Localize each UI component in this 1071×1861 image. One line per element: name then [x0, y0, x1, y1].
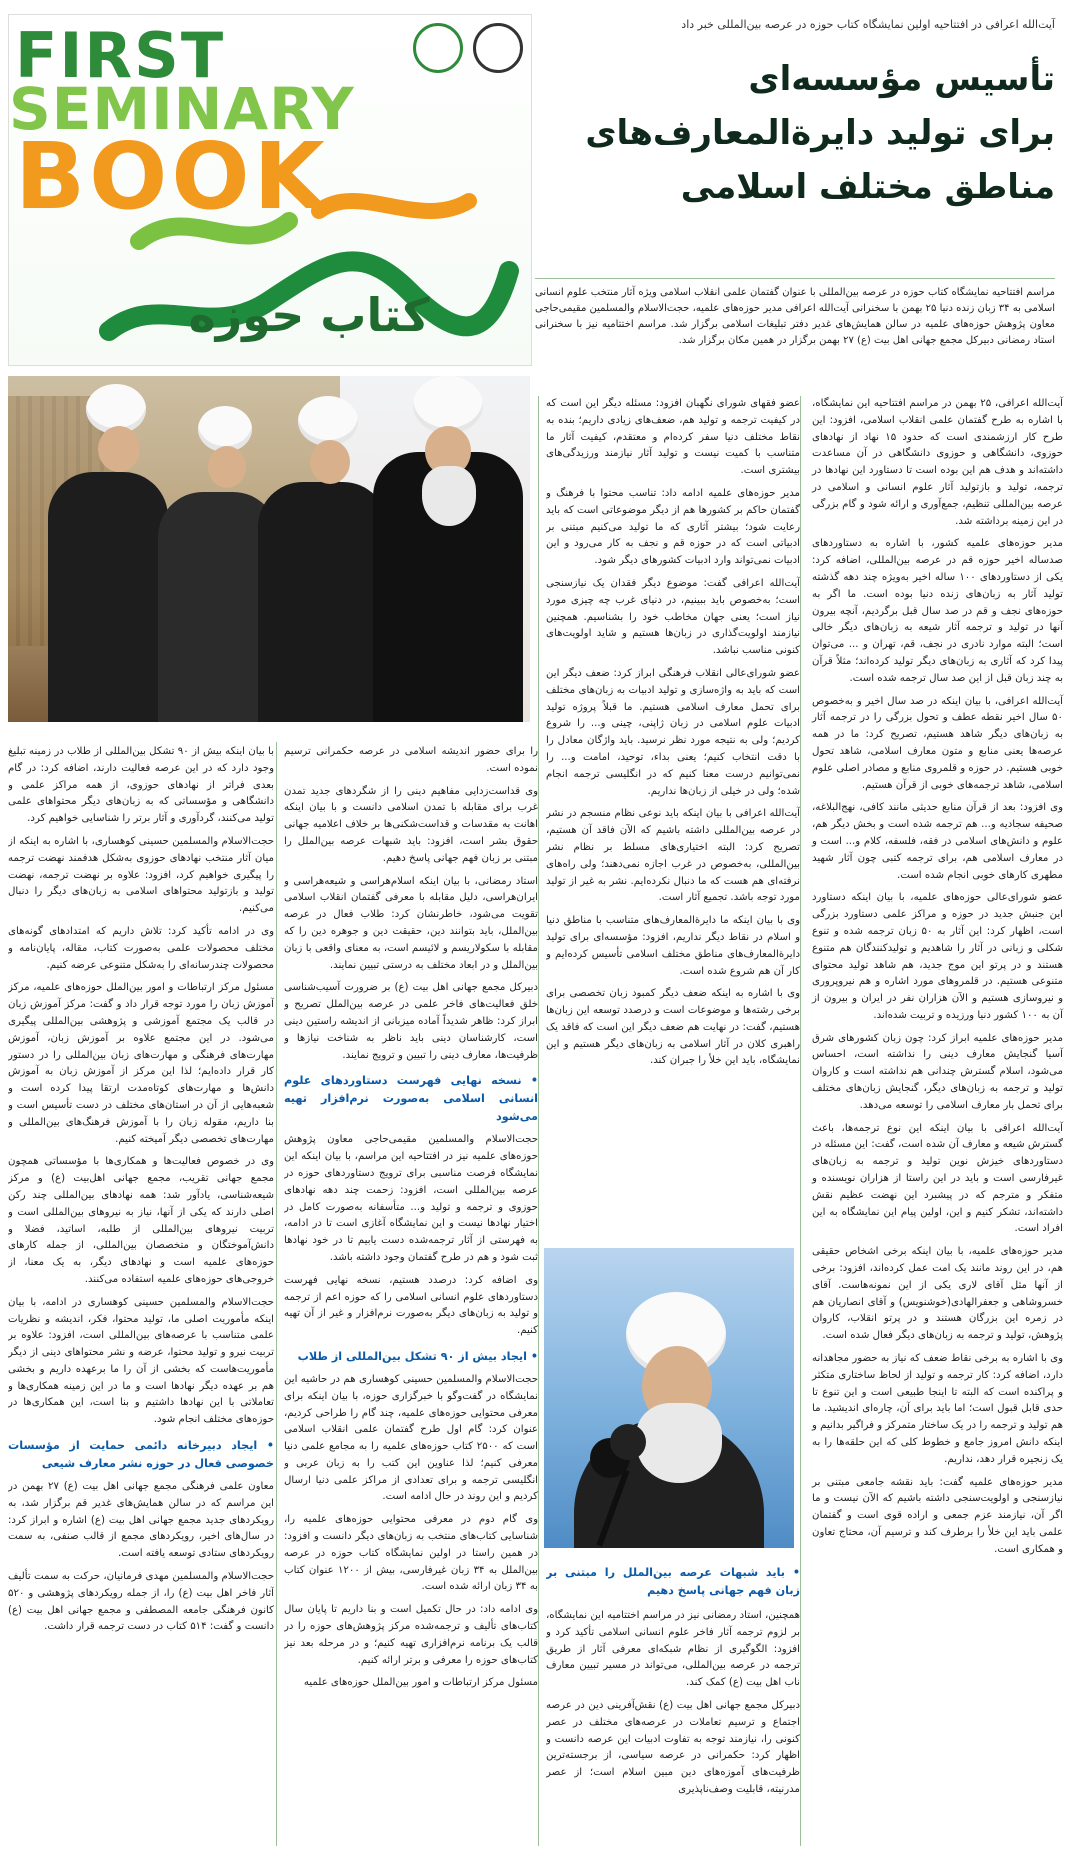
paragraph: وی با اشاره به اینکه ضعف دیگر کمبود زبان تخصصی برای برخی رشته‌ها و موضوعات است و درصدد توسعه این زبان‌ها هستیم، گفت: در نهایت هم ضعف دیگر این است که فاقد یک راهبری کلان در آثار اسلامی به زبان‌های دیگر هستیم و این نمایشگاه، باید این خلأ را جبران کند. — [546, 988, 800, 1067]
paragraph: حجت‌الاسلام والمسلمین حسینی کوهساری، با اشاره به اینکه از میان آثار منتخب نهادهای حوزوی به‌شکل هدفمند نهضت ترجمه را پیگیری خواهیم کرد، افزود: علاوه بر نهضت ترجمه، نهضت تولید و بازتولید محتواهای اسلامی به زبان‌های دیگر را دنبال می‌کنیم. — [8, 835, 274, 915]
column-1 — [812, 396, 1063, 1565]
subheading: • ایجاد دبیرخانه دائمی حمایت از مؤسسات خصوصی فعال در حوزه نشر معارف شیعی — [8, 1439, 274, 1471]
paragraph: دبیرکل مجمع جهانی اهل بیت (ع) بر ضرورت آسیب‌شناسی خلق فعالیت‌های فاخر علمی در عرصه بین‌الملل تصریح و ابراز کرد: ظاهر شدیداً آماده میزبانی از اندیشه راستین دینی است، کارشناسان دینی باید ناظر به شناخت نیازها و ظرفیت‌ها، معارف دینی را تبیین و ترویج نمایند. — [284, 982, 538, 1061]
paragraph: مدیر حوزه‌های علمیه ادامه داد: تناسب محتوا با فرهنگ و گفتمان حاکم بر کشورها هم از دیگر موضوعاتی است که باید رعایت شود؛ بیشتر آثاری که ما تولید می‌کنیم مبتنی بر ادبیاتی است که در حوزه قم و نجف به کار می‌رود و این ادبیات نمی‌تواند وارد ادبیات کشورهای دیگر شود. — [546, 487, 800, 567]
paragraph: مسئول مرکز ارتباطات و امور بین‌الملل حوزه‌های علمیه، مرکز آموزش زبان را مورد توجه قرار داد و گفت: مرکز آموزش زبان در قالب یک مجتمع آموزشی و پژوهشی بین‌المللی پیگیری می‌شود. در این مجتمع علاوه بر آموزش زبان، آموزش مهارت‌های فرهنگی و مهارت‌های زبان بین‌المللی را در دستور کار قرار داده‌ایم؛ لذا این مرکز از آموزش زبان به آموزش دانش‌ها و مهارت‌های کوتاه‌مدت ارتقا پیدا کرده است و شعبه‌هایی از آن در استان‌های مختلف در دست تأسیس است و بنا داریم، مقوله زبان را با آموزش فرهنگ‌های بین‌المللی و مهارت‌های تخصصی دیگر آمیخته کنیم. — [8, 982, 274, 1145]
hero-seminary-text: SEMINARY — [9, 75, 355, 143]
emblem-logo-icon — [473, 23, 523, 73]
paragraph: همچنین، استاد رمضانی نیز در مراسم اختتامیه این نمایشگاه، بر لزوم ترجمه آثار فاخر علوم انسانی اسلامی تأکید کرد و افزود: الگوگیری از نظام شبکه‌ای معرفی آثار از طریق ترجمه در عرصه بین‌المللی، می‌تواند در مسیر تبیین معارف ناب اهل بیت (ع) کمک کند. — [546, 1610, 800, 1689]
paragraph: حجت‌الاسلام والمسلمین حسینی کوهساری هم در حاشیه این نمایشگاه در گفت‌وگو با خبرگزاری حوزه، با بیان اینکه برای معرفی محتوایی حوزه‌های علمیه، چند گام را طراحی کردیم، عنوان کرد: گام اول طرح گفتمان علمی انقلاب اسلامی است که ۲۵۰۰ کتاب حوزه‌های علمیه را به مجامع علمی دنیا معرفی کنیم؛ لذا عناوین این کتب را به زبان عربی و انگلیسی ترجمه و برای تعدادی از مراکز علمی دنیا ارسال کردیم و این روند در حال ادامه است. — [284, 1373, 538, 1503]
subheading: • نسخه نهایی فهرست دستاوردهای علوم انسانی اسلامی به‌صورت نرم‌افزار تهیه می‌شود — [284, 1074, 538, 1124]
hero-first-text: FIRST — [15, 19, 226, 92]
subheading: • ایجاد بیش از ۹۰ تشکل بین‌المللی از طلاب — [297, 1349, 538, 1363]
paragraph: وی افزود: بعد از قرآن منابع حدیثی مانند کافی، نهج‌البلاغه، صحیفه سجادیه و... هم ترجمه شده است و بخش دیگر هم، علوم و دانش‌های اسلامی در فقه، فلسفه، کلام و... است و در معارف اسلامی هم، برای ترجمه کتبی چون آثار شهید مطهری کارهای خوبی انجام شده است. — [812, 802, 1063, 881]
paragraph: وی در ادامه تأکید کرد: تلاش داریم که امتدادهای گونه‌های مختلف محصولات علمی به‌صورت کتاب، مقاله، پایان‌نامه و محصولات چندرسانه‌ای را به‌شکل متنوعی عرضه کنیم. — [8, 925, 274, 971]
paragraph: وی ادامه داد: در حال تکمیل است و بنا داریم تا پایان سال کتاب‌های تألیف و ترجمه‌شده مرکز پژوهش‌های حوزه را در قالب یک برنامه نرم‌افزاری تهیه کنیم؛ و در مرحله بعد نیز کتاب‌های حوزه را معرفی و برتر ارائه کنیم. — [284, 1604, 538, 1666]
paragraph: معاون علمی فرهنگی مجمع جهانی اهل بیت (ع) ۲۷ بهمن در این مراسم که در سالن همایش‌های غدیر قم برگزار شد، به رویکردهای جدید مجمع جهانی اهل بیت (ع) اشاره و ابراز کرد: در سال‌های اخیر، رویکردهای مجمع از قالب صنفی، به سمت رویکردهای ستادی توسعه یافته است. — [8, 1481, 274, 1560]
paragraph: آیت‌الله اعرافی با بیان اینکه این نوع ترجمه‌ها، باعث گسترش شیعه و معارف آن شده است، گفت: این مسئله در دستاوردهای خیزش نوین تولید و ترجمه به زبان‌های غیرفارسی است و باید در این راستا از هزاران نویسنده و متفکر و مترجم که در پیشبرد این نهضت عظیم نقش داشته‌اند، تشکر کنیم و این، اولین پیام این نمایشگاه به این افراد است. — [812, 1122, 1063, 1235]
paragraph: وی با بیان اینکه ما دایرة‌المعارف‌های متناسب با مناطق دنیا و اسلام در نقاط دیگر نداریم، افزود: مؤسسه‌ای برای تولید دایرة‌المعارف‌های مناطق مختلف اسلامی تأسیس کرده‌ایم و کار آن هم شروع شده است. — [546, 915, 800, 977]
headline — [555, 52, 1055, 214]
hero-logos — [413, 23, 523, 73]
paragraph: عضو شورای‌عالی حوزه‌های علمیه، با بیان اینکه دستاورد این جنبش جدید در حوزه و مراکز علمی دستاورد بزرگی است، اظهار کرد: این آثار به ۵۰ زبان ترجمه شده و تنوع شکلی و زبانی در آثار را شاهدیم و تولیدکنندگان هم متنوع هستند و در پرتو این موج جدید، هم شاهد تولید محتوای متنوعی هستیم. در قلمروهای مورد اشاره و هم نیروپروری و نیروسازی هستیم و الآن هزاران نفر در ایران و بیرون از آن به ۱۰۰ کشور دنیا ورزیده و تربیت شده‌اند. — [812, 892, 1064, 1021]
paragraph: وی قداست‌زدایی مفاهیم دینی را از شگردهای جدید تمدن غرب برای مقابله با تمدن اسلامی دانست و با بیان اینکه اهانت به مقدسات و قداست‌شکنی‌ها بر خلاف اعلامیه جهانی حقوق بشر است، افزود: باید شبهات عرصه بین‌الملل را مبتنی بر زبان فهم جهانی پاسخ دهیم. — [284, 785, 538, 864]
pull-quote: • باید شبهات عرصه بین‌الملل را مبتنی بر زبان فهم جهانی پاسخ دهیم — [546, 1566, 800, 1597]
hero-book-text: BOOK — [15, 123, 329, 230]
paragraph: با بیان اینکه بیش از ۹۰ تشکل بین‌المللی از طلاب در زمینه تبلیغ وجود دارد که در این عرصه فعالیت دارند، اضافه کرد: در گام بعدی فراتر از نهادهای حوزوی، از همه مراکز علمی و دانشگاهی و مؤسساتی که به زبان‌های دیگر محتواهای علمی تولید می‌کنند، گردآوری و آثار برتر را شناسایی خواهیم کرد. — [8, 746, 274, 825]
headline-line: مناطق مختلف اسلامی — [680, 167, 1055, 207]
paragraph: عضو فقهای شورای نگهبان افزود: مسئله دیگر این است که در کیفیت ترجمه و تولید هم، ضعف‌های زیادی داریم؛ بنده به نقاط مختلف دنیا سفر کرده‌ام و معتقدم، کیفیت آثار ما متناسب با کمیت نیست و تولید آثار نیازمند ورزیدگی‌های بیشتری است. — [546, 398, 800, 477]
paragraph: حجت‌الاسلام والمسلمین مهدی فرمانیان، حرکت به سمت تألیف آثار فاخر اهل بیت (ع) را، از جمله رویکردهای پژوهشی و ۵۲۰ کانون فرهنگی جامعه المصطفی و مجمع جهانی اهل بیت (ع) دانست و گفت: ۵۱۴ کتاب در دست ترجمه قرار داشت. — [8, 1571, 274, 1633]
paragraph: آیت‌الله اعرافی گفت: موضوع دیگر فقدان یک نیازسنجی است؛ به‌خصوص باید ببینیم، در دنیای غرب چه چیزی مورد نیاز است؛ یعنی جهان مخاطب خود را بشناسیم. همچنین نیازمند اولویت‌گذاری در زبان‌ها هستیم و شاید اولویت‌های کنونی مناسب نباشد. — [546, 577, 800, 657]
seminary-logo-icon — [413, 23, 463, 73]
column-4 — [8, 744, 274, 1846]
paragraph: آیت‌الله اعرافی با بیان اینکه باید نوعی نظام منسجم در نشر در عرصه بین‌المللی داشته باشیم که الآن فاقد آن هستیم، تصریح کرد: البته اختیاری‌های مسلط بر نظام نشر بین‌المللی، به‌خصوص در غرب اجازه نمی‌دهند؛ ولی راه‌های نرفته‌ای هم هست که ما دنبال نکرده‌ایم. نشر به غیر از تولید مورد توجه باشد. تجمیع آثار است. — [546, 808, 800, 904]
hero-banner — [8, 14, 532, 366]
article-body — [8, 396, 1063, 1846]
paragraph: وی اضافه کرد: درصدد هستیم، نسخه نهایی فهرست دستاوردهای علوم انسانی اسلامی را که حوزه اعم از ترجمه و تولید به زبان‌های دیگر به‌صورت نرم‌افزار و غیر از آن تهیه کنیم. — [284, 1274, 538, 1337]
paragraph: وی گام دوم در معرفی محتوایی حوزه‌های علمیه را، شناسایی کتاب‌های منتخب به زبان‌های دیگر دانست و افزود: در همین راستا در اولین نمایشگاه کتاب حوزه در عرصه بین‌الملل به ۳۴ زبان غیرفارسی، بیش از ۱۲۰۰ عنوان کتاب به ۳۴ زبان ارائه شده است. — [284, 1514, 538, 1593]
paragraph: مدیر حوزه‌های علمیه ابراز کرد: چون زبان کشورهای شرق آسیا گنجایش معارف دینی را نداشته است، احساس می‌شود، اسلام گسترش چندانی هم نداشته است و کاروان تولید و ترجمه به زبان‌های دیگر، گنجایش زبان‌های مختلف برای تحمل بار معارف اسلامی را توسعه می‌دهد. — [812, 1032, 1063, 1111]
column-3 — [284, 744, 538, 1846]
paragraph: استاد رمضانی، با بیان اینکه اسلام‌هراسی و شیعه‌هراسی و ایران‌هراسی، دلیل مقابله با معرفی گفتمان انقلاب اسلامی تقویت می‌شود، خاطرنشان کرد: طلاب فعال در عرصه بین‌الملل، باید بتوانند دین، حقیقت دین و جوهره دین را که مقابله با سکولاریسم و لائیسم است، به معنای واقعی با زبان بین‌الملل و در ابعاد مختلف به درستی تبیین نمایند. — [284, 875, 538, 971]
paragraph: مسئول مرکز ارتباطات و امور بین‌الملل حوزه‌های علمیه — [303, 1677, 538, 1689]
paragraph: مدیر حوزه‌های علمیه گفت: باید نقشه جامعی مبتنی بر نیازسنجی و اولویت‌سنجی داشته باشیم که الآن نیست و ما اگر آن، نیازمند عزم جمعی و اراده قوی است و گفتمان علمی باید این خلأ را برطرف کند و ترسیم آن، محتاج تعاون و همکاری است. — [812, 1476, 1063, 1555]
paragraph: عضو شورای‌عالی انقلاب فرهنگی ابراز کرد: ضعف دیگر این است که باید به واژه‌سازی و تولید ادبیات به زبان‌های مختلف برای تحمل معارف اسلامی هستیم. ما قبلاً پروژه تولید ادبیات علوم اسلامی در زبان ژاپنی، چینی و... را شروع کردیم؛ ولی به نتیجه مورد نظر نرسید. باید واژگان معادل را با دقت انتخاب کنیم؛ یعنی بداء، توحید، امامت و... را نمی‌توانیم درست معنا کنیم که در انگلیسی ترجمه انجام شده؛ ولی در خیلی از زبان‌ها نداریم. — [546, 667, 800, 797]
paragraph: را برای حضور اندیشه اسلامی در عرصه حکمرانی ترسیم نموده است. — [284, 746, 538, 774]
paragraph: حجت‌الاسلام والمسلمین مقیمی‌حاجی معاون پژوهش حوزه‌های علمیه نیز در افتتاحیه این مراسم، با بیان اینکه این نمایشگاه فرصت مناسبی برای ترویج دستاوردهای حوزه در عرصه بین‌المللی است، افزود: زحمت چند دهه نهادهای حوزوی و ترجمه و تولید و... متأسفانه به‌صورت کامل در اختیار نهادها نیست و این نمایشگاه آغازی است تا در ادامه، به فهرستی از آثار ترجمه‌شده دست یابیم تا در خود نهادها ثبت شود و هم در طرح گفتمان وجود داشته باشد. — [284, 1134, 538, 1263]
headline-line: برای تولید دایرة‌المعارف‌های — [585, 113, 1055, 153]
hero-arabic-title: کتاب حوزه — [188, 288, 430, 342]
hero-calligraphy-icon — [99, 181, 519, 351]
paragraph: مدیر حوزه‌های علمیه کشور، با اشاره به دستاوردهای صدساله اخیر حوزه قم در عرصه بین‌المللی، اضافه کرد: یکی از دستاوردهای ۱۰۰ ساله اخیر به‌ویژه چند دهه گذشته تولید آثار به زبان‌های زنده دنیا بوده است. ما اگر به حوزه‌های نجف و قم در صد سال قبل برگردیم، آنچه بیرون آنها در تولید و ترجمه آثار شیعه به زبان‌های دیگر خالی است؛ البته موارد نادری در نجف، قم، تهران و ... می‌توان پیدا کرد که آثاری به زبان‌های دیگر تولید کرده‌اند؛ مثلاً قرآن به چند زبان قبل از این صد سال ترجمه شده است. — [812, 538, 1063, 684]
paragraph: آیت‌الله اعرافی، ۲۵ بهمن در مراسم افتتاحیه این نمایشگاه، با اشاره به طرح گفتمان علمی انقلاب اسلامی، افزود: این طرح کار ارزشمندی است که حدود ۱۵ نهاد از نهادهای حوزوی، دانشگاهی و حوزوی دانشگاهی در آن مساعدت داشته‌اند و هدف هم این بوده است تا دستاورد این نهادها در ترجمه، تولید و بازتولید آثار علوم انسانی و اسلامی در عرصه بین‌المللی تنظیم، جمع‌آوری و ارائه شود و گام بزرگی در این زمینه برداشته شد. — [812, 398, 1063, 527]
paragraph: آیت‌الله اعرافی، با بیان اینکه در صد سال اخیر و به‌خصوص ۵۰ سال اخیر نقطه عطف و تحول بزرگی را در ترجمه آثار به زبان‌های دیگر شاهد هستیم، تصریح کرد: ما در همه عرصه‌ها یعنی منابع و متون معارف اسلامی، شاهد تحول خوبی هستیم. در حوزه و قلمروی منابع و مصادر اصلی علوم اسلامی، شاهد ترجمه‌های خوبی از قرآن هستیم. — [812, 695, 1063, 791]
paragraph: دبیرکل مجمع جهانی اهل بیت (ع) نقش‌آفرینی دین در عرصه اجتماع و ترسیم تعاملات در عرصه‌های مختلف در عصر کنونی را، نیازمند توجه به تفاوت ادبیات این عرصه دانست و اظهار کرد: حکمرانی در عرصه سیاسی، از برجسته‌ترین ظرفیت‌های آموزه‌های دین مبین اسلام است؛ از عصر مدرنیته، قابلیت وصف‌ناپذیری — [546, 1699, 800, 1795]
paragraph: وی با اشاره به برخی نقاط ضعف که نیاز به حضور مجاهدانه دارد، اضافه کرد: کار ترجمه و تولید از لحاظ ساختاری متکثر و پراکنده است که البته تا اینجا طبیعی است و این تنوع تا حدی قابل قبول است؛ اما باید برای آن، چاره‌ای اندیشید. ما هم تولید و ترجمه را در یک ساختار متمرکز و فراگیر بدانیم و اینکه دانش امروز جامع و خطوط کلی که این حلقه‌ها را به یک زنجیره قرار دهد، نداریم. — [812, 1353, 1063, 1465]
column-2 — [546, 396, 800, 1236]
kicker: آیت‌الله اعرافی در افتتاحیه اولین نمایشگاه کتاب حوزه در عرصه بین‌المللی خبر داد — [681, 18, 1055, 31]
headline-line: تأسیس مؤسسه‌ای — [748, 59, 1055, 99]
column-2-bottom — [546, 1556, 800, 1846]
lead-paragraph: مراسم افتتاحیه نمایشگاه کتاب حوزه در عرصه بین‌المللی با عنوان گفتمان علمی انقلاب اسلامی ویژه آثار منتخب علوم انسانی اسلامی به ۳۴ زبان زنده دنیا ۲۵ بهمن با سخنرانی آیت‌الله اعرافی مدیر حوزه‌های علمیه، حجت‌الاسلام والمسلمین مقیمی‌حاجی معاون پژوهش حوزه‌های علمیه در سالن همایش‌های غدیر دفتر تبلیغات اسلامی برگزار شد. مراسم اختتامیه نیز با سخنرانی استاد رمضانی دبیرکل مجمع جهانی اهل بیت (ع) ۲۷ بهمن برگزار در همین مکان برگزار شد. — [535, 278, 1055, 349]
paragraph: حجت‌الاسلام والمسلمین حسینی کوهساری در ادامه، با بیان اینکه مأموریت اصلی ما، تولید محتوا، فکر، اندیشه و نظریات علمی متناسب با عرصه‌های بین‌المللی است، افزود: علاوه بر تربیت نیرو و تولید محتوا، عرضه و نشر محتواهای دینی از دیگر مأموریت‌هاست که بخشی از آن را ما برعهده داریم و بخشی هم بر عهده دیگر نهادها است و ما در این زمینه همکاری‌ها و تعاملاتی با این نهادها داشتیم و بنا است، این همکاری‌ها در حوزه‌های مختلف انجام شود. — [8, 1296, 274, 1426]
paragraph: مدیر حوزه‌های علمیه، با بیان اینکه برخی اشخاص حقیقی هم، در این روند مانند یک امت عمل کرده‌اند، افزود: برخی از آنها مثل آقای لاری یکی از این نمونه‌هاست. آقای خسروشاهی و جعفرالهادی(خوشنویس) و آقای انصاریان هم در زمره این بزرگان هستند و در پرتو انقلاب، کاروان پژوهش، تولید و ترجمه به زبان‌های دیگر فعال شده است. — [812, 1246, 1063, 1342]
paragraph: وی در خصوص فعالیت‌ها و همکاری‌ها با مؤسساتی همچون مجمع جهانی تقریب، مجمع جهانی اهل‌بیت (ع) و مرکز شیعه‌شناسی، یادآور شد: همه نهادهای بین‌المللی چند رکن اصلی دارند که یکی از آنها، نیاز به نیروهای بین‌المللی است و تربیت نیروهای بین‌المللی از طلبه، اساتید، فضلا و دانش‌آموختگان و متخصصان بین‌المللی، از جمله کارهای حوزه‌های علمیه است و نهادهای دیگر، به یک معنا، از خروجی‌های حوزه‌های علمیه استفاده می‌کنند. — [8, 1156, 274, 1285]
